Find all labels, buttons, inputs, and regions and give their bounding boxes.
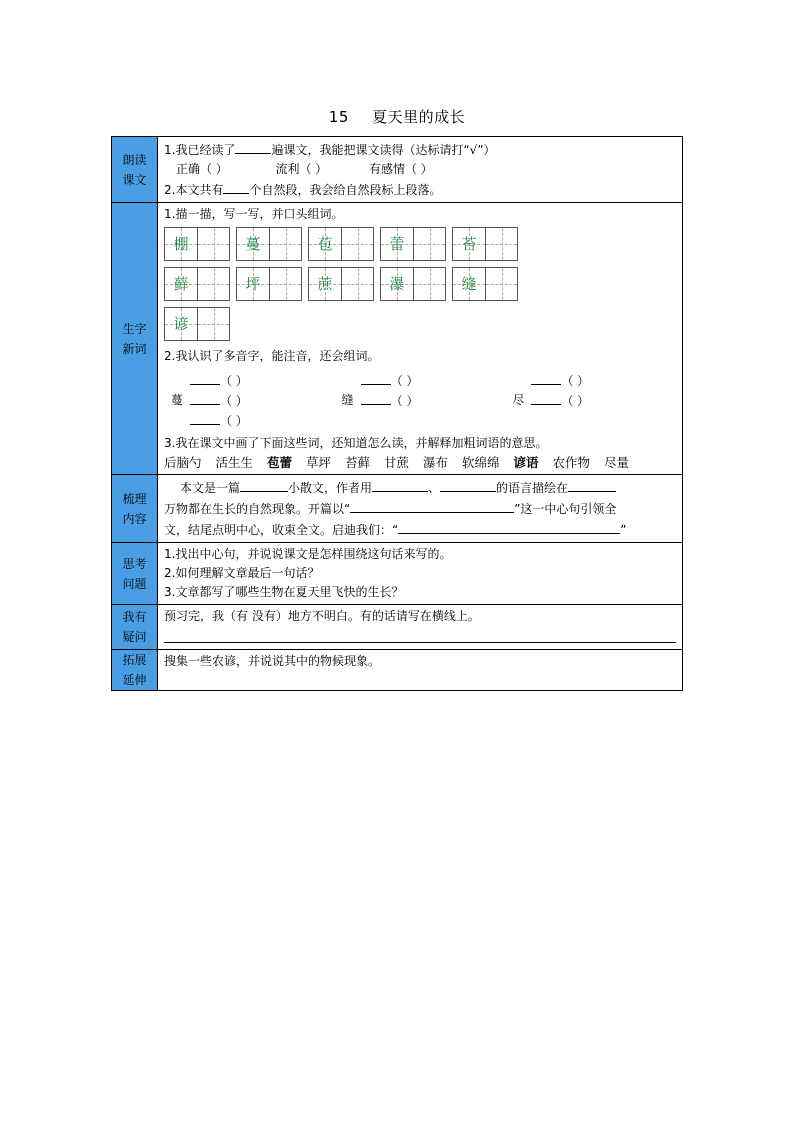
lesson-title: 夏天里的成长	[372, 108, 466, 126]
lesson-number: 15	[328, 108, 349, 126]
char-row-3	[164, 307, 676, 341]
questions-text: 预习完，我（有 没有）地方不明白。有的话请写在横线上。	[164, 609, 480, 623]
trace-char: 棚	[173, 234, 189, 253]
vocab-word-bold: 谚语	[513, 455, 539, 470]
word-blank[interactable]	[361, 390, 391, 405]
summary-blank[interactable]	[240, 477, 288, 492]
pinyin-blank[interactable]: （ ）	[390, 374, 419, 388]
vocab-list	[164, 453, 676, 472]
row-questions	[112, 605, 683, 650]
summary-text: 、	[428, 481, 441, 495]
label-summary	[112, 475, 158, 543]
summary-blank[interactable]	[398, 519, 620, 534]
trace-char: 苔	[461, 234, 477, 253]
summary-text: 本文是一篇	[180, 481, 241, 495]
label-questions-text: 我有疑问	[122, 610, 147, 644]
trace-char: 蔗	[317, 274, 333, 293]
polyphone-char: 蔓	[170, 392, 183, 407]
char-cell[interactable]	[236, 227, 302, 261]
pinyin-blank[interactable]: （ ）	[220, 394, 248, 408]
pinyin-blank[interactable]: （ ）	[220, 414, 248, 428]
word-blank[interactable]	[361, 370, 391, 385]
word-blank[interactable]	[531, 390, 561, 405]
trace-char: 谚	[173, 314, 189, 333]
label-summary-text: 梳理内容	[122, 491, 147, 526]
char-cell[interactable]	[164, 227, 230, 261]
word-blank[interactable]	[190, 370, 220, 385]
vocab-word: 农作物	[552, 455, 591, 470]
vocab-word: 苔藓	[345, 455, 371, 470]
polyphone-char: 尽	[512, 392, 525, 407]
label-newchars-text: 生字新词	[122, 321, 147, 356]
extend-text: 搜集一些农谚，并说说其中的物候现象。	[164, 654, 381, 668]
char-cell[interactable]	[380, 227, 446, 261]
vocab-word: 软绵绵	[462, 455, 500, 470]
content-newchars	[158, 203, 683, 475]
pinyin-blank[interactable]: （ ）	[561, 374, 590, 388]
option-emotion[interactable]: 有感情（ ）	[368, 162, 433, 176]
summary-text: 万物都在生长的自然现象。开篇以“	[164, 502, 351, 516]
option-correct[interactable]: 正确（ ）	[176, 162, 228, 176]
word-blank[interactable]	[190, 390, 220, 405]
content-summary	[158, 475, 683, 543]
worksheet-table	[111, 136, 683, 691]
summary-line-3	[164, 519, 676, 540]
vocab-word-bold: 苞蕾	[267, 455, 293, 470]
summary-blank[interactable]	[350, 498, 514, 513]
vocab-word: 尽量	[604, 455, 630, 470]
summary-blank[interactable]	[440, 477, 496, 492]
char-cell[interactable]	[452, 227, 518, 261]
paragraph-suffix: 个自然段，我会给自然段标上段落。	[249, 183, 442, 197]
label-reading	[112, 137, 158, 203]
reading-line-1	[164, 139, 676, 160]
paragraph-count-blank[interactable]	[223, 179, 249, 194]
read-count-blank[interactable]	[235, 139, 271, 154]
newchars-q2: 2.我认识了多音字，能注音，还会组词。	[164, 349, 380, 363]
vocab-word: 瀑布	[423, 455, 449, 470]
polyphone-group	[335, 370, 506, 430]
label-reading-text: 朗读课文	[122, 152, 147, 187]
trace-char: 坪	[245, 274, 261, 293]
trace-char: 藓	[173, 274, 189, 293]
label-thinking-text: 思考问题	[122, 556, 147, 591]
label-extend-text: 拓展延伸	[122, 653, 147, 687]
trace-char: 缝	[461, 274, 477, 293]
row-newchars	[112, 203, 683, 475]
page-title	[0, 106, 794, 127]
content-questions	[158, 605, 683, 650]
reading-line-3	[164, 179, 676, 200]
thinking-q1: 1.找出中心句，并说说课文是怎样围绕这句话来写的。	[164, 547, 452, 561]
label-thinking	[112, 543, 158, 605]
summary-line-2	[164, 498, 676, 519]
trace-char: 瀑	[389, 274, 405, 293]
reading-options	[164, 160, 676, 179]
trace-char: 蔓	[245, 234, 261, 253]
summary-blank[interactable]	[568, 477, 616, 492]
row-extend	[112, 650, 683, 691]
char-cell[interactable]	[380, 267, 446, 301]
char-row-1	[164, 227, 676, 261]
char-row-2	[164, 267, 676, 301]
reading-line1-prefix: 1.我已经读了	[164, 143, 236, 157]
label-questions	[112, 605, 158, 650]
content-thinking	[158, 543, 683, 605]
summary-text: ”	[620, 523, 627, 537]
vocab-word: 活生生	[215, 455, 254, 470]
char-cell[interactable]	[308, 267, 374, 301]
summary-blank[interactable]	[372, 477, 428, 492]
summary-text: 的语言描绘在	[496, 481, 569, 495]
paragraph-prefix: 2.本文共有	[164, 183, 224, 197]
content-reading	[158, 137, 683, 203]
option-fluent[interactable]: 流利（ ）	[275, 162, 328, 176]
thinking-q3: 3.文章都写了哪些生物在夏天里飞快的生长？	[164, 585, 404, 599]
label-extend	[112, 650, 158, 691]
char-cell[interactable]	[236, 267, 302, 301]
reading-line1-suffix: 遍课文，我能把课文读得（达标请打“√”）	[271, 143, 496, 157]
polyphone-group	[164, 370, 335, 430]
thinking-q2: 2.如何理解文章最后一句话？	[164, 566, 320, 580]
polyphone-section	[164, 370, 676, 430]
vocab-word: 甘蔗	[384, 455, 410, 470]
char-cell[interactable]	[308, 227, 374, 261]
trace-char: 苞	[317, 234, 333, 253]
char-cell[interactable]	[164, 267, 230, 301]
polyphone-group	[505, 370, 676, 430]
pinyin-blank[interactable]: （ ）	[390, 394, 419, 408]
row-summary	[112, 475, 683, 543]
trace-char: 蕾	[389, 234, 405, 253]
char-cell[interactable]	[452, 267, 518, 301]
vocab-word: 后脑勺	[164, 455, 202, 470]
vocab-word: 草坪	[306, 455, 332, 470]
row-reading	[112, 137, 683, 203]
label-newchars	[112, 203, 158, 475]
word-blank[interactable]	[190, 410, 220, 425]
polyphone-char: 缝	[341, 392, 354, 407]
answer-line[interactable]	[164, 628, 676, 643]
summary-line-1	[164, 477, 676, 498]
summary-text: 小散文，作者用	[288, 481, 373, 495]
pinyin-blank[interactable]: （ ）	[220, 374, 248, 388]
newchars-q3: 3.我在课文中画了下面这些词，还知道怎么读，并解释加粗词语的意思。	[164, 436, 548, 450]
row-thinking	[112, 543, 683, 605]
summary-text: ”这一中心句引领全	[514, 502, 617, 516]
char-cell[interactable]	[164, 307, 230, 341]
summary-text: 文，结尾点明中心，收束全文。启迪我们：“	[164, 523, 399, 537]
newchars-q1: 1.描一描，写一写，并口头组词。	[164, 207, 344, 221]
pinyin-blank[interactable]: （ ）	[561, 394, 590, 408]
content-extend	[158, 650, 683, 691]
word-blank[interactable]	[531, 370, 561, 385]
